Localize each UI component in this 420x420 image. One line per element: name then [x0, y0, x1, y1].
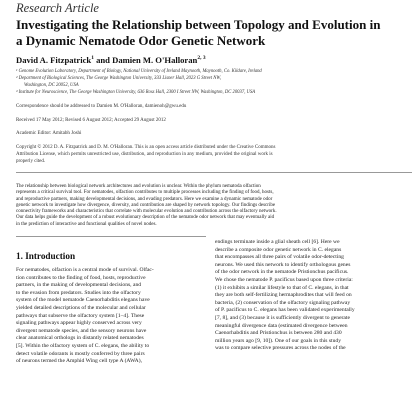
affiliation-1: ¹ Genome Evolution Laboratory, Department of Biology, National University of Ireland Maynooth, Maynooth, Co. Kildare, Ireland [16, 69, 262, 74]
abstract-line: The relationship between biological network architectures and evolution is unclear. Within the phylum nematoda olfaction [16, 184, 261, 189]
body-column-right [215, 239, 405, 417]
body-text-line: clear anatomical orthologs in distantly related nematodes [16, 335, 144, 342]
body-text-line: meaningful divergence data (estimated divergence between [215, 322, 348, 329]
body-text-line: neurons. We used this network to identify orthologous genes [215, 261, 351, 268]
affiliation-2: ² Department of Biological Sciences, The George Washington University, 333 Lisner Hall, 2023 G Street NW, [16, 76, 221, 81]
abstract [16, 184, 412, 228]
body-text-line: to the evasion from predators. Studies into the olfactory [16, 289, 141, 296]
author-list [16, 55, 206, 65]
abstract-line: connectivity frameworks and characteristics that correlate with molecular evolution and contribution across the olfactory network. [16, 209, 277, 215]
body-text-line: [5]. Within the olfactory system of C. elegans, the ability to [16, 342, 150, 349]
section-heading-introduction: 1. Introduction [16, 251, 76, 261]
body-text-line: yielded detailed descriptions of the molecular and cellular [16, 304, 146, 311]
body-text-line: was to compare selective pressures across the nodes of the [215, 345, 346, 352]
academic-editor: Academic Editor: Amitabh Joshi [16, 131, 82, 136]
author-affiliation-mark: 1 [91, 55, 94, 62]
body-text-line: partners, in the making of developmental decisions, and [16, 282, 142, 289]
body-text-line: tion contributes to the finding of food, hosts, reproductive [16, 274, 146, 281]
body-text-line: For nematodes, olfaction is a central mode of survival. Olfac- [16, 267, 154, 273]
body-text-line: of P. pacificus to C. elegans has been validated experimentally [215, 307, 355, 314]
body-text-line: million years ago [9, 10]). One of our goals in this study [215, 337, 341, 344]
body-text-line: divergent nematode species, and the sensory neurons have [16, 327, 147, 334]
article-title-line-2: a Dynamic Nematode Odor Genetic Network [16, 33, 266, 48]
article-title-line-1: Investigating the Relationship between Topology and Evolution in [16, 17, 381, 32]
body-text-line: describe a composite odor genetic network in C. elegans [215, 246, 342, 253]
body-column-left [16, 267, 206, 417]
body-text-line: detect volatile odorants is mostly conferred by three pairs [16, 350, 145, 357]
abstract-line: genetic network to investigate how divergence, diversity, and contribution are shaped by network topology. Our findings describe [16, 202, 276, 208]
body-text-line: (1) it exhibits a similar lifestyle to that of C. elegans, in that [215, 284, 349, 291]
body-text-line: that encompasses all three pairs of volatile odor-detecting [215, 254, 344, 261]
body-text-line: they are both self-fertilizing hermaphrodites that will feed on [215, 292, 352, 299]
abstract-line: and reproductive partners, making developmental decisions, and evading predators. Here we examine a dynamic nematode odor [16, 196, 273, 202]
received-dates: Received 17 May 2012; Revised 6 August 2012; Accepted 29 August 2012 [16, 118, 166, 123]
affiliation-2-cont: Washington, DC 20052, USA [24, 83, 79, 88]
affiliation-3: ³ Institute for Neuroscience, The George Washington University, 636 Ross Hall, 2300 I Street NW, Washington, DC 20037, USA [16, 90, 256, 95]
body-text-line: of the odor network in the nematode Pristionchus pacificus. [215, 269, 349, 276]
abstract-line: represents a critical survival tool. For nematodes, olfaction contributes to multiple processes including the finding of food, hosts, [16, 190, 274, 196]
author-separator: and [93, 55, 113, 65]
abstract-line: Our data helps guide the development of a robust evolutionary description of the nematode odor network that may eventually aid [16, 215, 275, 221]
copyright-line-2: Attribution License, which permits unrestricted use, distribution, and reproduction in any medium, provided the original work is [16, 152, 273, 157]
header-divider [16, 172, 412, 173]
article-title [16, 17, 414, 49]
body-text-line: endings terminate inside a glial sheath cell [6]. Here we [215, 239, 340, 245]
body-text-line: [7, 8], and (3) because it is sufficiently divergent to generate [215, 314, 350, 321]
author-affiliation-mark: 2, 3 [197, 55, 206, 62]
abstract-divider [16, 236, 206, 237]
author-name: David A. Fitzpatrick [16, 55, 92, 65]
body-text-line: pathways that subserve the olfactory system [1–4]. These [16, 312, 145, 319]
article-type-label: Research Article [16, 1, 99, 15]
body-text-line: Caenorhabditis and Pristionchus is between 280 and 430 [215, 330, 342, 337]
body-text-line: of neurons termed the Amphid Wing cell type A (AWA), [16, 358, 142, 365]
body-text-line: We chose the nematode P. pacificus based upon three criteria: [215, 276, 353, 283]
abstract-line: in the prediction of interactive and functional qualities of novel nodes. [16, 221, 157, 227]
correspondence-note: Correspondence should be addressed to Damien M. O'Halloran, damienoh@gwu.edu [16, 104, 187, 109]
body-text-line: system of the model nematode Caenorhabditis elegans have [16, 297, 150, 304]
body-text-line: bacteria, (2) conservation of the olfactory signaling pathway [215, 299, 351, 306]
copyright-line-1: Copyright © 2012 D. A. Fitzpatrick and D. M. O'Halloran. This is an open access article distributed under the Creative Commons [16, 145, 276, 150]
author-name: Damien M. O'Halloran [112, 55, 198, 65]
body-text-line: signaling pathways appear highly conserved across very [16, 320, 142, 327]
copyright-line-3: properly cited. [16, 159, 46, 164]
